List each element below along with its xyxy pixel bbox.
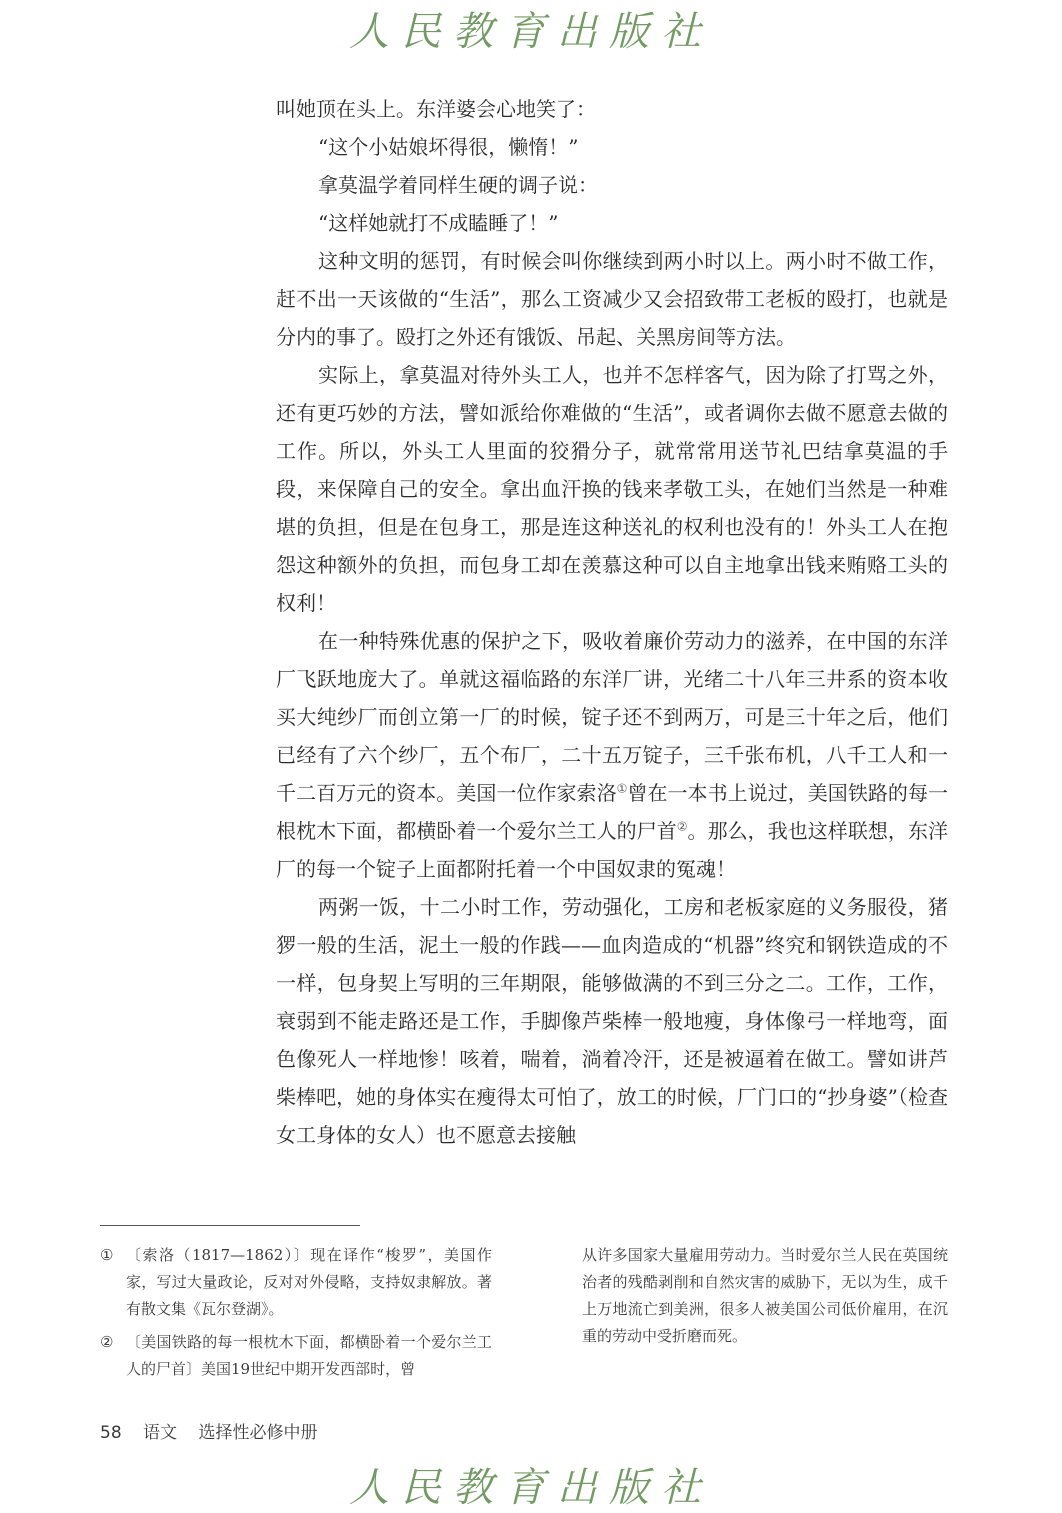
paragraph-2: “这个小姑娘坏得很，懒惰！” xyxy=(318,135,579,159)
paragraph-1: 叫她顶在头上。东洋婆会心地笑了： xyxy=(276,97,596,121)
footnote-2-mark: ② xyxy=(100,1333,114,1351)
footnote-1-mark: ① xyxy=(100,1246,114,1264)
paragraph-5: 这种文明的惩罚，有时候会叫你继续到两小时以上。两小时不做工作，赶不出一天该做的“生活”，那么工资减少又会招致带工老板的殴打，也就是分内的事了。殴打之外还有饿饭、吊起、关黑房间等方法。 xyxy=(276,249,948,349)
footnote-2 xyxy=(100,1329,492,1383)
footnote-ref-1[interactable]: ① xyxy=(616,781,628,796)
footnotes-left-column xyxy=(100,1242,492,1389)
publisher-watermark-bottom: 人民教育出版社 xyxy=(349,1465,713,1511)
paragraph-7-part1: 在一种特殊优惠的保护之下，吸收着廉价劳动力的滋养，在中国的东洋厂飞跃地庞大了。单就这福临路的东洋厂讲，光绪二十八年三井系的资本收买大纯纱厂而创立第一厂的时候，锭子还不到两万，可是三十年之后，他们已经有了六个纱厂，五个布厂，二十五万锭子，三千张布机，八千工人和一千二百万元的资本。美国一位作家索洛 xyxy=(276,629,948,805)
paragraph-7-part3: 。那么，我也这样联想，东洋厂的每一个锭子上面都附托着一个中国奴隶的冤魂！ xyxy=(276,819,948,881)
book-subject: 语文 xyxy=(143,1423,178,1443)
footnotes-right-column xyxy=(582,1242,948,1350)
footnote-2-continuation: 从许多国家大量雇用劳动力。当时爱尔兰人民在英国统治者的残酷剥削和自然灾害的威胁下，无以为生，成千上万地流亡到美洲，很多人被美国公司低价雇用，在沉重的劳动中受折磨而死。 xyxy=(582,1246,948,1345)
footnote-2-text: 〔美国铁路的每一根枕木下面，都横卧着一个爱尔兰工人的尸首〕美国19世纪中期开发西部时，曾 xyxy=(126,1333,492,1378)
page-number: 58 xyxy=(100,1423,122,1443)
footnote-1 xyxy=(100,1242,492,1323)
footnote-divider xyxy=(100,1225,360,1226)
paragraph-6: 实际上，拿莫温对待外头工人，也并不怎样客气，因为除了打骂之外，还有更巧妙的方法，譬如派给你难做的“生活”，或者调你去做不愿意去做的工作。所以，外头工人里面的狡猾分子，就常常用送节礼巴结拿莫温的手段，来保障自己的安全。拿出血汗换的钱来孝敬工头，在她们当然是一种难堪的负担，但是在包身工，那是连这种送礼的权利也没有的！外头工人在抱怨这种额外的负担，而包身工却在羡慕这种可以自主地拿出钱来贿赂工头的权利！ xyxy=(276,363,948,615)
book-volume: 选择性必修中册 xyxy=(198,1423,318,1443)
publisher-watermark-top: 人民教育出版社 xyxy=(349,9,713,55)
footnote-1-text: 〔索洛（1817—1862）〕现在译作“梭罗”，美国作家，写过大量政论，反对对外侵略，支持奴隶解放。著有散文集《瓦尔登湖》。 xyxy=(126,1246,492,1318)
footnote-ref-2[interactable]: ② xyxy=(676,819,688,834)
paragraph-8: 两粥一饭，十二小时工作，劳动强化，工房和老板家庭的义务服役，猪猡一般的生活，泥土一般的作践——血肉造成的“机器”终究和钢铁造成的不一样，包身契上写明的三年期限，能够做满的不到三分之二。工作，工作，衰弱到不能走路还是工作，手脚像芦柴棒一般地瘦，身体像弓一样地弯，面色像死人一样地惨！咳着，喘着，淌着冷汗，还是被逼着在做工。譬如讲芦柴棒吧，她的身体实在瘦得太可怕了，放工的时候，厂门口的“抄身婆”（检查女工身体的女人）也不愿意去接触 xyxy=(276,895,948,1147)
paragraph-7 xyxy=(276,622,948,888)
paragraph-3: 拿莫温学着同样生硬的调子说： xyxy=(318,173,598,197)
main-text xyxy=(276,90,948,1154)
page-footer xyxy=(100,1418,333,1443)
paragraph-4: “这样她就打不成瞌睡了！” xyxy=(318,211,559,235)
paragraph-7-part2: 曾在一本书上说过，美国铁路的每一根枕木下面，都横卧着一个爱尔兰工人的尸首 xyxy=(276,781,948,843)
